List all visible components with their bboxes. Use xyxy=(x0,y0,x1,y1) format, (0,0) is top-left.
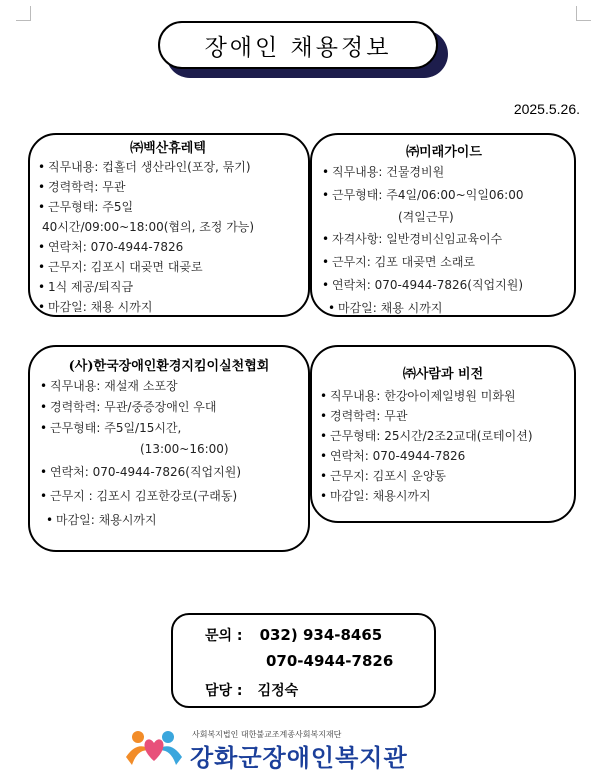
contact-box xyxy=(171,613,436,708)
page-corner-mark-right xyxy=(576,6,591,21)
job-detail-shift: (격일근무) xyxy=(398,210,454,224)
job-detail-phone: • 연락처: 070-4944-7826 xyxy=(38,237,298,257)
manager-row xyxy=(205,680,298,700)
inquiry-label: 문의 : xyxy=(205,628,243,644)
job-detail-deadline: • 마감일: 채용시까지 xyxy=(320,486,566,506)
job-detail-hours: (13:00~16:00) xyxy=(140,442,229,456)
job-detail-experience: • 경력학력: 무관 xyxy=(320,406,566,426)
job-detail-location: • 근무지 : 김포시 김포한강로(구래동) xyxy=(40,484,298,508)
job-detail-duty: • 직무내용: 한강아이제일병원 미화원 xyxy=(320,386,566,406)
job-card-baeksan xyxy=(28,133,310,317)
manager-name: 김정숙 xyxy=(257,683,299,699)
job-detail-work-type: • 근무형태: 주4일/06:00~익일06:00 xyxy=(322,184,566,206)
job-detail-duty: • 직무내용: 컵홀더 생산라인(포장, 묶기) xyxy=(38,157,298,177)
job-card-saram-vision xyxy=(310,345,576,523)
job-detail-benefits: • 1식 제공/퇴직금 xyxy=(38,277,298,297)
job-detail-hours: 40시간/09:00~18:00(협의, 조정 가능) xyxy=(42,220,255,234)
job-detail-deadline: • 마감일: 채용시까지 xyxy=(40,508,298,532)
page-corner-mark-left xyxy=(16,6,31,21)
job-detail-qualification: • 자격사항: 일반경비신임교육이수 xyxy=(322,228,566,251)
job-detail-work-type: • 근무형태: 주5일 xyxy=(38,197,298,217)
job-details-list xyxy=(40,376,298,532)
job-card-environment-association xyxy=(28,345,310,552)
job-detail-location: • 근무지: 김포시 운양동 xyxy=(320,466,566,486)
job-details-list xyxy=(38,157,298,317)
company-name: ㈜백산휴레텍 xyxy=(130,141,206,156)
job-detail-experience: • 경력학력: 무관/중증장애인 우대 xyxy=(40,397,298,418)
org-name: 강화군장애인복지관 xyxy=(190,744,408,772)
inquiry-row xyxy=(205,625,382,645)
phone-secondary: 070-4944-7826 xyxy=(266,652,394,670)
job-detail-phone: • 연락처: 070-4944-7826 xyxy=(320,446,566,466)
job-detail-work-type: • 근무형태: 25시간/2조2교대(로테이션) xyxy=(320,426,566,446)
job-detail-deadline: • 마감일: 채용 시까지 xyxy=(38,297,298,317)
job-detail-location: • 근무지: 김포시 대곶면 대곶로 xyxy=(38,257,298,277)
phone-secondary-row xyxy=(266,652,393,670)
org-logo-icon xyxy=(124,727,184,771)
job-details-list xyxy=(322,161,566,320)
job-detail-duty: • 직무내용: 건물경비원 xyxy=(322,161,566,184)
job-card-miraeguide xyxy=(310,133,576,317)
job-detail-work-type: • 근무형태: 주5일/15시간, xyxy=(40,418,298,439)
job-detail-location: • 근무지: 김포 대곶면 소래로 xyxy=(322,251,566,274)
job-detail-experience: • 경력학력: 무관 xyxy=(38,177,298,197)
job-details-list xyxy=(320,386,566,506)
page-title: 장애인 채용정보 xyxy=(158,21,438,69)
org-parent-text: 사회복지법인 대한불교조계종사회복지재단 xyxy=(192,730,342,739)
job-detail-duty: • 직무내용: 재설재 소포장 xyxy=(40,376,298,397)
manager-label: 담당 : xyxy=(205,683,243,699)
job-detail-deadline: • 마감일: 채용 시까지 xyxy=(322,297,566,320)
job-detail-phone: • 연락처: 070-4944-7826(직업지원) xyxy=(322,274,566,297)
job-detail-phone: • 연락처: 070-4944-7826(직업지원) xyxy=(40,460,298,484)
company-name: ㈜사람과 비전 xyxy=(402,367,484,382)
posting-date: 2025.5.26. xyxy=(513,101,580,117)
phone-primary: 032) 934-8465 xyxy=(259,626,383,644)
company-name: ㈜미래가이드 xyxy=(406,145,482,160)
company-name: (사)한국장애인환경지킴이실천협회 xyxy=(68,359,270,374)
